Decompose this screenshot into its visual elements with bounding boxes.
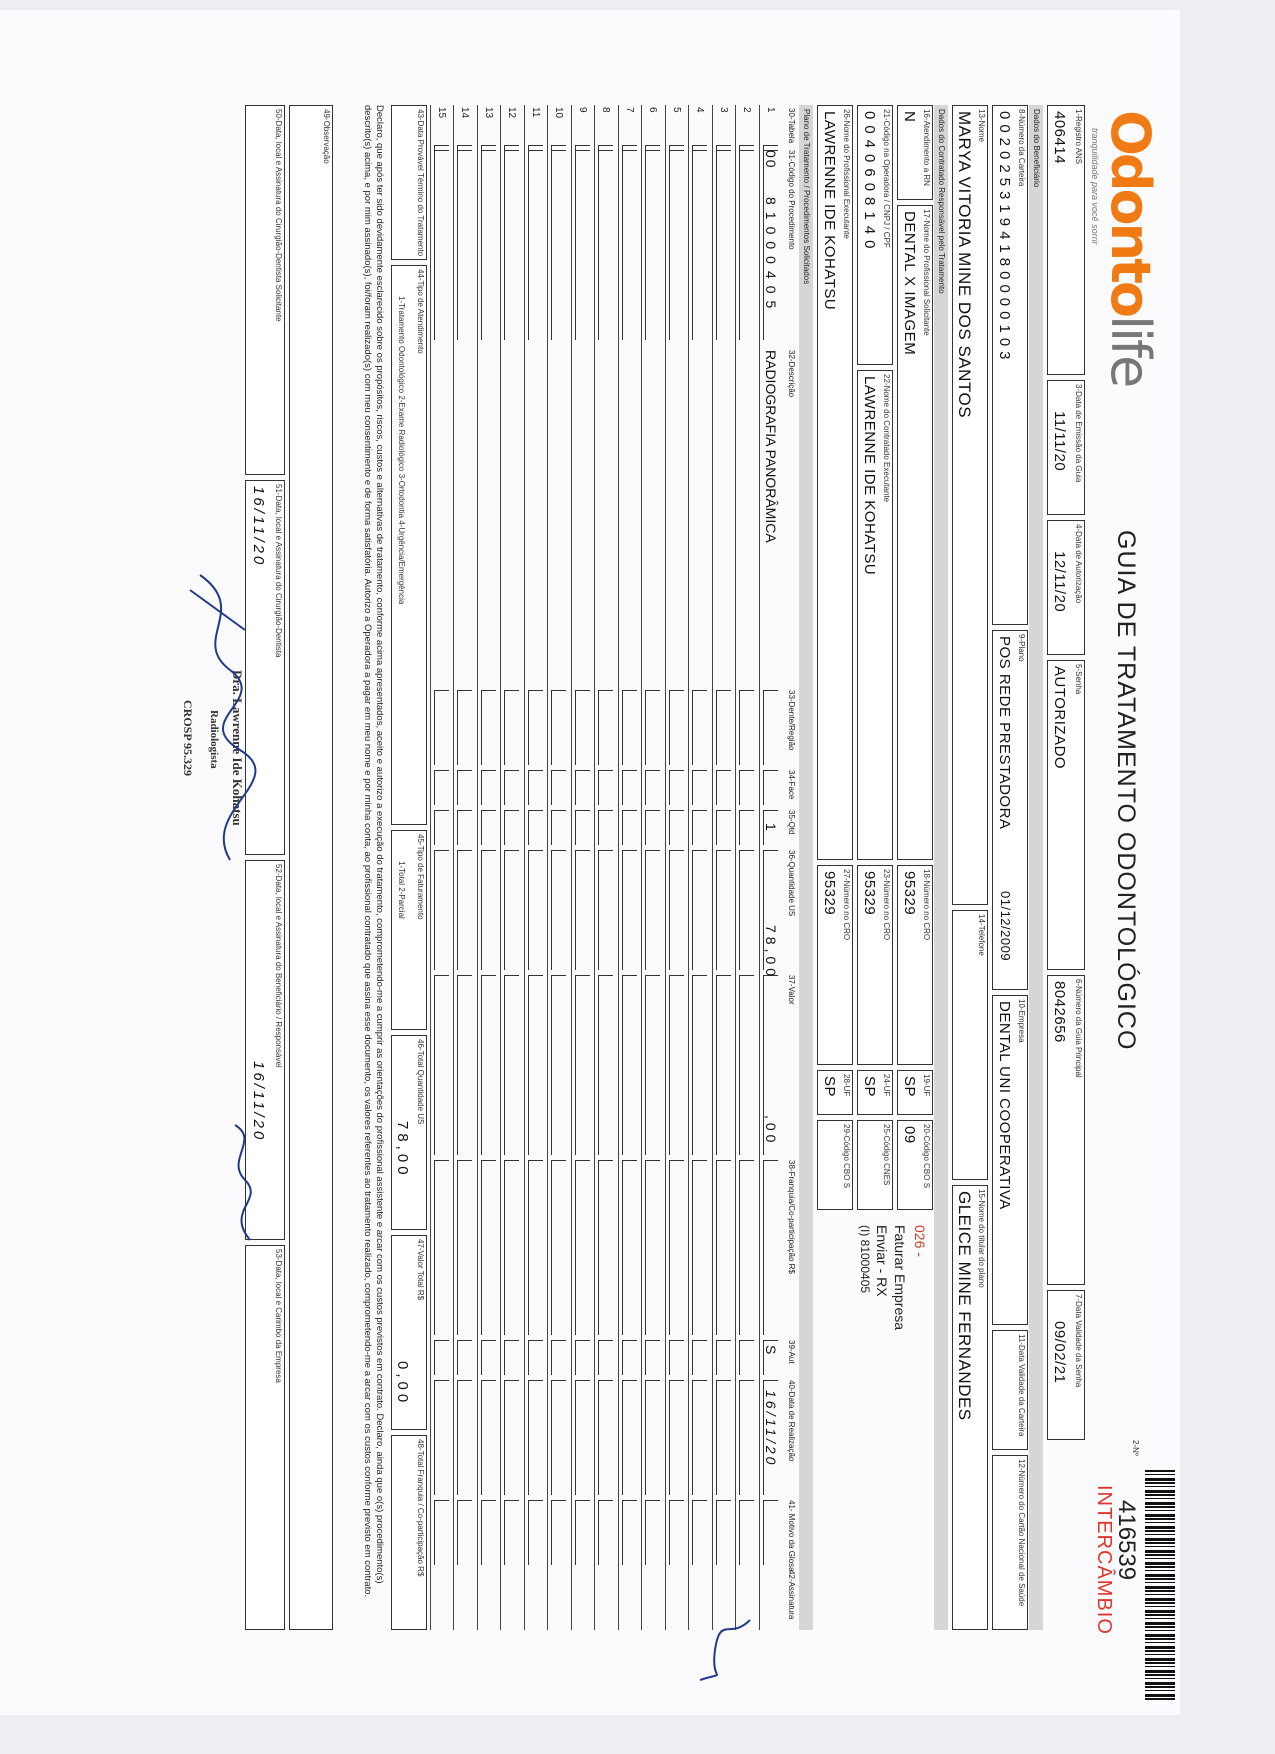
row-cell (599, 1160, 614, 1335)
row-cell (716, 810, 731, 845)
row-number: 11 (530, 107, 541, 118)
procedure-row (712, 105, 735, 1630)
cell-tabela: 00 (763, 150, 779, 170)
row-cell (646, 975, 661, 1155)
row-signature (690, 1610, 760, 1690)
row-cell (434, 1500, 449, 1565)
row-cell (481, 690, 496, 765)
row-cell (505, 975, 520, 1155)
row-cell (740, 1380, 755, 1495)
field-4: 4-Data de Autorização 12/11/20 (1047, 520, 1085, 655)
row-number: 15 (436, 107, 447, 119)
side-note-1: Faturar Empresa (892, 1225, 908, 1331)
field-1: 1-Registro ANS 406414 (1047, 105, 1085, 375)
row-number: 2 (741, 107, 753, 113)
cell-descricao: RADIOGRAFIA PANORÂMICA (763, 350, 779, 543)
cell-codigo: 81000405 (763, 197, 779, 316)
row-cell (763, 1160, 778, 1335)
row-number: 8 (600, 107, 612, 113)
side-code: 026 - (912, 1225, 928, 1257)
row-cell (458, 690, 473, 765)
row-cell (599, 770, 614, 805)
row-cell (622, 1340, 637, 1375)
row-cell (599, 1500, 614, 1565)
row-cell (693, 1380, 708, 1495)
row-cell (575, 150, 590, 340)
procedure-row (477, 105, 500, 1630)
row-cell (505, 1500, 520, 1565)
row-cell (622, 1160, 637, 1335)
row-cell (646, 690, 661, 765)
row-number: 6 (647, 107, 659, 113)
field-27: 27-Número no CRO 95329 (817, 865, 853, 1065)
row-cell (575, 850, 590, 970)
row-cell (458, 975, 473, 1155)
row-cell (599, 690, 614, 765)
field-22: 22-Nome do Contratado Executante LAWRENNE IDE KOHATSU (857, 370, 893, 860)
row-number: 3 (718, 107, 729, 113)
field-3: 3-Data de Emissão da Guia 11/11/20 (1047, 380, 1085, 515)
field-15: 15-Nome do titular do plano GLEICE MINE FERNANDES (952, 1185, 988, 1630)
row-cell (740, 850, 755, 970)
row-cell (669, 1160, 684, 1335)
row-cell (622, 975, 637, 1155)
field-8: 8-Número da Carteira 0020253194180000103 (992, 105, 1028, 625)
row-cell (505, 850, 520, 970)
row-cell (552, 1340, 567, 1375)
section-contratado: Dados do Contratado Responsável pelo Tratamento (934, 105, 948, 1630)
row-cell (481, 1160, 496, 1335)
field-25: 25-Código CNES (857, 1120, 893, 1210)
field-5: 5-Senha AUTORIZADO (1047, 660, 1085, 970)
row-cell (716, 975, 731, 1155)
row-cell (458, 1380, 473, 1495)
dentist-signature (180, 570, 260, 870)
field-13: 13-Nome MARYA VITORIA MINE DOS SANTOS (952, 105, 988, 905)
row-cell (552, 850, 567, 970)
row-cell (669, 770, 684, 805)
guide-number-label: 2-Nº (1131, 1440, 1140, 1456)
field-12: 12-Número do Cartão Nacional de Saúde (992, 1455, 1028, 1630)
field-44: 44-Tipo de Atendimento 1-Tratamento Odontológico 2-Exame Radiológico 3-Ortodontia 4-Urgência/Emergência (391, 265, 427, 825)
intercambio-label: INTERCÂMBIO (1093, 1485, 1115, 1635)
row-cell (528, 1160, 543, 1335)
procedure-row (618, 105, 641, 1630)
field-28: 28-UF SP (817, 1070, 853, 1115)
row-number: 4 (694, 107, 706, 113)
row-cell (505, 810, 520, 845)
field-52: 52-Data, local e Assinatura do Beneficiário / Responsável 16/11/20 (245, 860, 285, 1240)
procedure-row (454, 105, 477, 1630)
row-number: 13 (483, 107, 494, 119)
row-cell (622, 770, 637, 805)
row-cell (599, 975, 614, 1155)
row-cell (575, 770, 590, 805)
row-cell (458, 1340, 473, 1375)
row-cell (481, 1380, 496, 1495)
row-cell (552, 810, 567, 845)
row-number: 12 (506, 107, 518, 119)
row-cell (646, 1500, 661, 1565)
row-cell (481, 850, 496, 970)
row-cell (458, 1160, 473, 1335)
row-cell (481, 150, 496, 340)
field-11: 11-Data Validade da Carteira (992, 1330, 1028, 1450)
row-cell (434, 690, 449, 765)
procedure-row (642, 105, 665, 1630)
procedure-row (430, 105, 453, 1630)
row-cell (528, 1380, 543, 1495)
row-cell (622, 1380, 637, 1495)
row-cell (434, 810, 449, 845)
row-cell (481, 1340, 496, 1375)
procedure-row (736, 105, 759, 1630)
row-cell (552, 1380, 567, 1495)
row-cell (669, 1380, 684, 1495)
field-51: 51-Data, local e Assinatura do Cirurgião-Dentista 16/11/20 (245, 480, 285, 855)
row-cell (481, 1500, 496, 1565)
row-cell (575, 1500, 590, 1565)
row-cell (693, 150, 708, 340)
row-cell (434, 770, 449, 805)
declaration-text: Declaro, que após ter sido devidamente esclarecido sobre os propósitos, riscos, custos e alternativas de tratamento, conforme acima apresentados, aceito e autorizo a execução do tratamento, comprometendo-me a cumprir as orientações do profissional assistente e arcar com os custos previstos em contrato. Declaro, ainda que o(s) procedimento(s) descrito(s) acima, e por mim assinado(s), foi/foram realizado(s) com meu consentimento e de forma satisfatória. Autorizo a Operadora a pagar em meu nome e por minha conta, ao profissional contratado que assina esse documento, os valores referentes ao tratamento realizado, comprometendo-me a arcar com os custos conforme previsto em contrato. (362, 105, 385, 1598)
row-cell (716, 1340, 731, 1375)
row-cell (669, 1500, 684, 1565)
field-7: 7-Data Validade da Senha 09/02/21 (1047, 1290, 1085, 1440)
field-45: 45-Tipo de Faturamento 1-Total 2-Parcial (391, 830, 427, 1030)
row-cell (716, 850, 731, 970)
field-10: 10-Empresa DENTAL UNI COOPERATIVA (992, 995, 1028, 1325)
row-cell (575, 975, 590, 1155)
row-cell (646, 1380, 661, 1495)
row-cell (552, 690, 567, 765)
row-cell (481, 770, 496, 805)
procedure-row (524, 105, 547, 1630)
row-cell (669, 810, 684, 845)
section-procedimentos: Plano de Tratamento / Procedimentos Solicitados (799, 105, 813, 1630)
row-cell (716, 150, 731, 340)
row-cell (575, 690, 590, 765)
cell-aut: S (763, 1345, 779, 1355)
cell-data: 16/11/20 (763, 1390, 779, 1468)
barcode (1145, 1470, 1175, 1700)
field-29: 29-Código CBO S (817, 1120, 853, 1210)
row-cell (693, 1160, 708, 1335)
row-cell (693, 975, 708, 1155)
field-14: 14-Telefone (952, 910, 988, 1180)
row-cell (622, 150, 637, 340)
row-cell (599, 850, 614, 970)
row-cell (646, 1160, 661, 1335)
field-26: 26-Nome do Profissional Executante LAWRENNE IDE KOHATSU (817, 105, 853, 860)
field-18: 18-Número no CRO 95329 (897, 865, 933, 1065)
row-cell (669, 975, 684, 1155)
row-cell (458, 850, 473, 970)
row-cell (528, 975, 543, 1155)
row-cell (669, 690, 684, 765)
row-cell (552, 150, 567, 340)
row-cell (740, 975, 755, 1155)
row-cell (528, 690, 543, 765)
field-16: 16-Atendimento a RN N (897, 105, 933, 200)
row-number: 10 (553, 107, 565, 119)
procedure-row (571, 105, 594, 1630)
row-cell (575, 1380, 590, 1495)
row-cell (599, 1340, 614, 1375)
row-cell (693, 810, 708, 845)
row-cell (505, 1160, 520, 1335)
row-cell (599, 810, 614, 845)
field-19: 19-UF SP (897, 1070, 933, 1115)
row-cell (528, 850, 543, 970)
cell-qtd: 1 (763, 823, 779, 831)
row-cell (740, 1500, 755, 1565)
field-21: 21-Código na Operadora / CNPJ / CPF 0040608140 (857, 105, 893, 365)
field-17: 17-Nome do Profissional Solicitante DENTAL X IMAGEM (897, 205, 933, 860)
row-cell (646, 810, 661, 845)
row-cell (622, 690, 637, 765)
row-cell (552, 1160, 567, 1335)
cell-us: 78,00 (763, 925, 779, 981)
row-cell (740, 810, 755, 845)
field-9: 9-Plano POS REDE PRESTADORA 01/12/2009 (992, 630, 1028, 990)
row-cell (505, 690, 520, 765)
side-note-3: (I) 81000405 (858, 1225, 872, 1294)
row-cell (599, 150, 614, 340)
field-23: 23-Número no CRO 95329 (857, 865, 893, 1065)
row-cell (763, 770, 778, 805)
row-cell (575, 1160, 590, 1335)
row-cell (763, 690, 778, 765)
field-50: 50-Data, local e Assinatura do Cirurgião-Dentista Solicitante (245, 105, 285, 475)
row-cell (528, 1340, 543, 1375)
row-cell (716, 690, 731, 765)
row-cell (716, 1380, 731, 1495)
row-cell (599, 1380, 614, 1495)
field-46: 46-Total Quantidade US 78,00 (391, 1035, 427, 1230)
procedure-row (595, 105, 618, 1630)
beneficiary-signature (220, 1120, 265, 1250)
field-49: 49-Observação (289, 105, 333, 1630)
section-beneficiario: Dados do Beneficiário (1029, 105, 1043, 1630)
field-53: 53-Data, local e Carimbo da Empresa (245, 1245, 285, 1630)
row-number: 5 (671, 107, 682, 113)
procedure-row (548, 105, 571, 1630)
row-cell (669, 150, 684, 340)
row-cell (481, 810, 496, 845)
row-cell (458, 810, 473, 845)
field-20: 20-Código CBO S 09 (897, 1120, 933, 1210)
row-cell (528, 1500, 543, 1565)
treatment-guide-form (0, 10, 1180, 1715)
procedure-row (689, 105, 712, 1630)
row-cell (669, 850, 684, 970)
row-cell (505, 770, 520, 805)
row-cell (458, 150, 473, 340)
row-cell (646, 770, 661, 805)
row-cell (646, 150, 661, 340)
guide-number: 416539 (1113, 1500, 1140, 1581)
row-cell (434, 1380, 449, 1495)
procedure-row (665, 105, 688, 1630)
row-number: 14 (459, 107, 471, 119)
row-cell (740, 690, 755, 765)
row-number: 9 (577, 107, 588, 113)
row-cell (646, 850, 661, 970)
row-cell (552, 770, 567, 805)
row-cell (740, 1160, 755, 1335)
row-cell (716, 1500, 731, 1565)
row-cell (693, 1340, 708, 1375)
odontolife-logo: Odontolife (1099, 110, 1162, 386)
field-43: 43-Data Provável Término do Tratamento (391, 105, 427, 260)
row-cell (505, 1380, 520, 1495)
dentist-stamp-role: Radiologista (208, 710, 220, 769)
page-title: GUIA DE TRATAMENTO ODONTOLÓGICO (1112, 530, 1140, 1051)
dentist-stamp-name: Dra. Lawrenne Ide Kohatsu (230, 670, 245, 826)
row-cell (528, 150, 543, 340)
procedure-row (759, 105, 782, 1630)
row-cell (458, 1500, 473, 1565)
cell-valor: ,00 (763, 1115, 779, 1147)
procedure-row (501, 105, 524, 1630)
field-24: 24-UF SP (857, 1070, 893, 1115)
row-cell (552, 1500, 567, 1565)
row-cell (740, 770, 755, 805)
row-cell (505, 1340, 520, 1375)
procedure-header: 30-Tabela 31-Código do Procedimento 32-Descrição 33-Dente/Região 34-Face 35-Qtd 36-Quantidade US 37-Valor 38-Franquia/Co-participação R$ 39-Aut 40-Data de Realização 41- Motivo da Glosa 42-Assinatura (787, 108, 796, 1620)
row-cell (434, 850, 449, 970)
row-cell (740, 150, 755, 340)
row-cell (622, 850, 637, 970)
field-47: 47-Valor Total R$ 0,00 (391, 1235, 427, 1430)
row-number: 1 (765, 107, 776, 113)
side-note-2: Enviar - RX (874, 1225, 890, 1297)
row-cell (528, 810, 543, 845)
row-cell (434, 150, 449, 340)
row-cell (575, 1340, 590, 1375)
row-cell (481, 975, 496, 1155)
row-cell (575, 810, 590, 845)
row-cell (716, 770, 731, 805)
row-cell (693, 1500, 708, 1565)
row-cell (693, 850, 708, 970)
field-48: 48-Total Franquia / Co-participação R$ (391, 1435, 427, 1630)
row-cell (646, 1340, 661, 1375)
row-cell (763, 1500, 778, 1565)
dentist-stamp-cro: CROSP 95.329 (181, 700, 195, 777)
row-cell (740, 1340, 755, 1375)
row-cell (434, 975, 449, 1155)
row-cell (434, 1160, 449, 1335)
row-cell (716, 1160, 731, 1335)
logo-tagline: tranquilidade para você sorrir (1090, 128, 1100, 245)
row-cell (505, 150, 520, 340)
row-cell (434, 1340, 449, 1375)
field-6: 6-Número da Guia Principal 8042656 (1047, 975, 1085, 1285)
row-cell (693, 770, 708, 805)
row-cell (528, 770, 543, 805)
row-cell (458, 770, 473, 805)
row-cell (622, 810, 637, 845)
row-number: 7 (624, 107, 635, 113)
row-cell (693, 690, 708, 765)
row-cell (669, 1340, 684, 1375)
row-cell (622, 1500, 637, 1565)
row-cell (552, 975, 567, 1155)
